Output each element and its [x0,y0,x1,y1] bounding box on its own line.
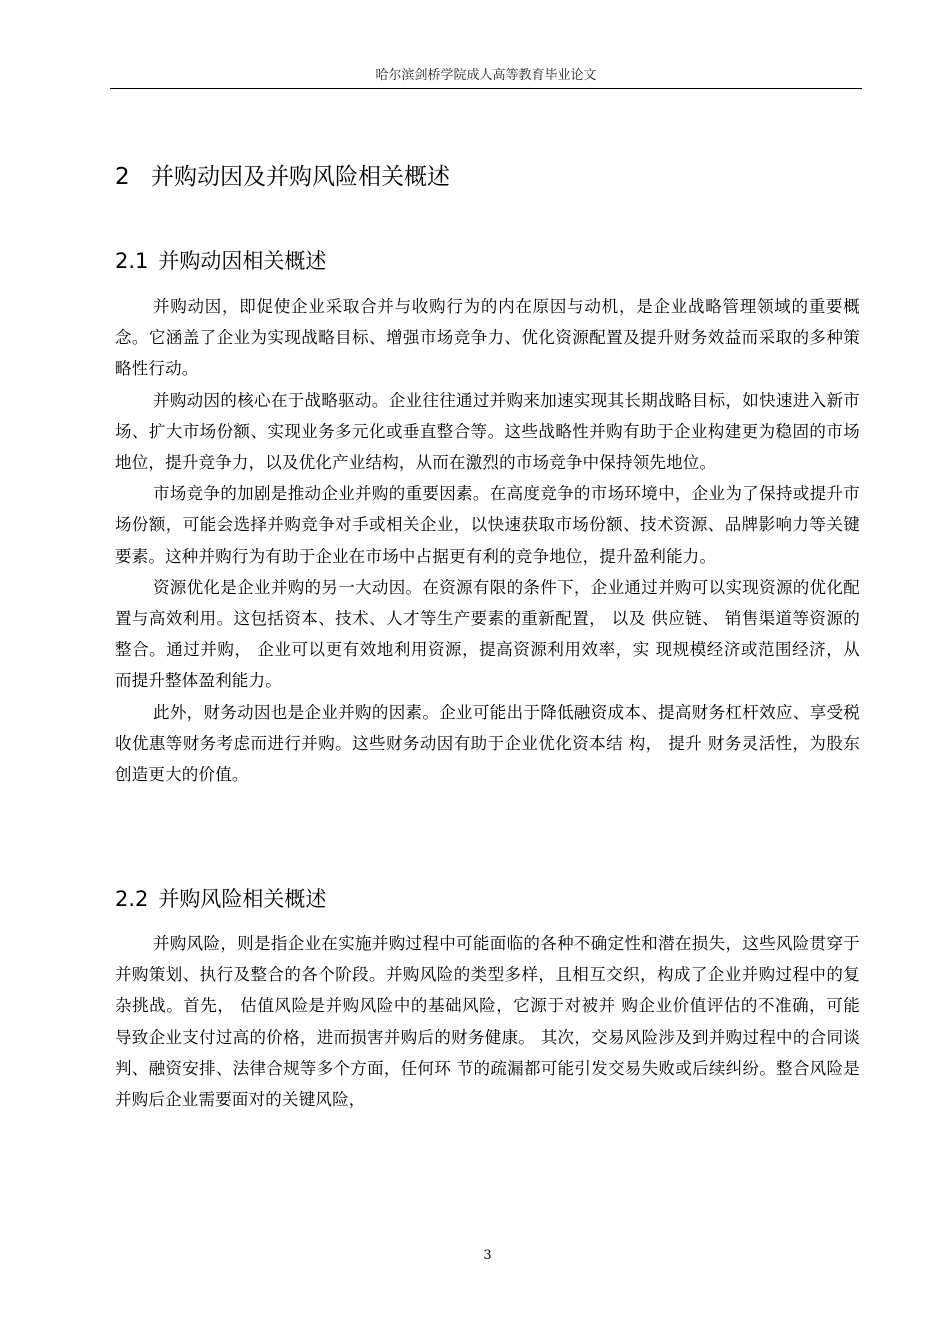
section-2-2-body [115,928,860,1115]
header-divider [110,88,862,89]
section-heading-2-1 [115,246,326,276]
chapter-title-text: 并购动因及并购风险相关概述 [151,164,450,190]
section-number: 2.1 [115,249,149,273]
body-paragraph: 并购动因，即促使企业采取合并与收购行为的内在原因与动机，是企业战略管理领域的重要概念。它涵盖了企业为实现战略目标、增强市场竞争力、优化资源配置及提升财务效益而采取的多种策略性行动。 [115,297,860,379]
body-paragraph: 资源优化是企业并购的另一大动因。在资源有限的条件下，企业通过并购可以实现资源的优化配置与高效利用。这包括资本、技术、人才等生产要素的重新配置， 以及 供应链、 销售渠道等资源的整合。通过并购， 企业可以更有效地利用资源，提高资源利用效率，实 现规模经济或范围经济，从而提升整体盈利能力。 [115,577,860,691]
body-paragraph: 并购动因的核心在于战略驱动。企业往往通过并购来加速实现其长期战略目标，如快速进入新市场、扩大市场份额、实现业务多元化或垂直整合等。这些战略性并购有助于企业构建更为稳固的市场地位，提升竞争力，以及优化产业结构，从而在激烈的市场竞争中保持领先地位。 [115,390,860,473]
body-paragraph: 此外，财务动因也是企业并购的因素。企业可能出于降低融资成本、提高财务杠杆效应、享受税收优惠等财务考虑而进行并购。这些财务动因有助于企业优化资本结 构， 提升 财务灵活性，为股东创造更大的价值。 [115,702,860,785]
body-paragraph: 并购风险，则是指企业在实施并购过程中可能面临的各种不确定性和潜在损失，这些风险贯穿于并购策划、执行及整合的各个阶段。并购风险的类型多样，且相互交织，构成了企业并购过程中的复杂挑战。首先， 估值风险是并购风险中的基础风险，它源于对被并 购企业价值评估的不准确，可能导致企业支付过高的价格，进而损害并购后的财务健康。 其次，交易风险涉及到并购过程中的合同谈判、融资安排、法律合规等多个方面，任何环 节的疏漏都可能引发交易失败或后续纠纷。整合风险是并购后企业需要面对的关键风险， [115,934,860,1110]
section-heading-2-2 [115,884,326,914]
page-number: 3 [483,1248,492,1263]
section-number: 2.2 [115,887,149,911]
running-header: 哈尔滨剑桥学院成人高等教育毕业论文 [375,68,597,83]
section-2-1-body [115,291,860,790]
section-title-text: 并购动因相关概述 [158,249,327,273]
body-paragraph: 市场竞争的加剧是推动企业并购的重要因素。在高度竞争的市场环境中，企业为了保持或提升市场份额，可能会选择并购竞争对手或相关企业，以快速获取市场份额、技术资源、品牌影响力等关键要素。这种并购行为有助于企业在市场中占据更有利的竞争地位，提升盈利能力。 [115,484,860,566]
section-title-text: 并购风险相关概述 [158,887,327,911]
chapter-number: 2 [115,164,130,190]
chapter-heading [115,161,450,193]
